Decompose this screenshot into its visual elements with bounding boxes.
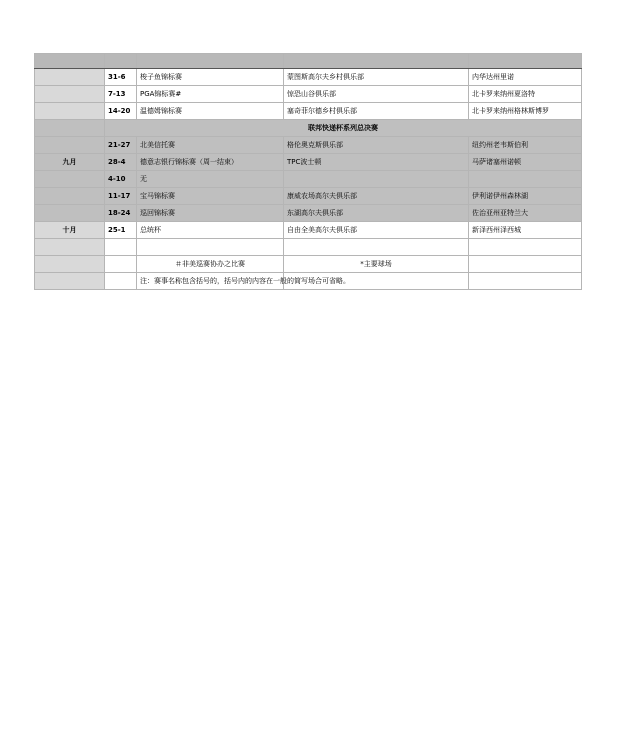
table-row	[35, 171, 582, 188]
date-cell: 18-24	[105, 205, 137, 222]
event-cell: 宝马锦标赛	[137, 188, 284, 205]
event-cell: 总统杯	[137, 222, 284, 239]
table-row	[35, 188, 582, 205]
table-row	[35, 222, 582, 239]
location-cell: 北卡罗来纳州格林斯博罗	[469, 103, 582, 120]
month-cell	[35, 69, 105, 86]
header-cell	[469, 54, 582, 69]
month-cell: 十月	[35, 222, 105, 239]
schedule-table	[34, 53, 582, 290]
date-cell: 28-4	[105, 154, 137, 171]
empty-cell	[137, 239, 284, 256]
empty-row	[35, 239, 582, 256]
month-cell: 九月	[35, 154, 105, 171]
venue-cell: 康威农场高尔夫俱乐部	[284, 188, 469, 205]
location-cell: 新泽西州泽西城	[469, 222, 582, 239]
date-cell: 4-10	[105, 171, 137, 188]
empty-cell	[469, 273, 582, 290]
location-cell: 伊利诺伊州森林湖	[469, 188, 582, 205]
empty-cell	[105, 256, 137, 273]
month-cell	[35, 205, 105, 222]
footnote: 注：赛事名称包含括号的，括号内的内容在一般的简写场合可省略。	[137, 273, 284, 290]
series-banner: 联邦快递杯系列总决赛	[105, 120, 582, 137]
empty-cell	[105, 273, 137, 290]
location-cell: 纽约州老韦斯伯利	[469, 137, 582, 154]
header-cell	[137, 54, 284, 69]
location-cell: 内华达州里诺	[469, 69, 582, 86]
empty-cell	[469, 256, 582, 273]
event-cell: 温德姆锦标赛	[137, 103, 284, 120]
empty-cell	[284, 239, 469, 256]
month-cell	[35, 120, 105, 137]
note-row	[35, 273, 582, 290]
location-cell: 佐治亚州亚特兰大	[469, 205, 582, 222]
venue-cell: 惊恐山谷俱乐部	[284, 86, 469, 103]
month-cell	[35, 239, 105, 256]
event-cell: 巡回锦标赛	[137, 205, 284, 222]
venue-cell: 自由全美高尔夫俱乐部	[284, 222, 469, 239]
event-cell: PGA锦标赛#	[137, 86, 284, 103]
date-cell: 11-17	[105, 188, 137, 205]
venue-cell: 东湖高尔夫俱乐部	[284, 205, 469, 222]
table-row	[35, 69, 582, 86]
legend-main-course: *主要球场	[284, 256, 469, 273]
date-cell: 31-6	[105, 69, 137, 86]
legend-row	[35, 256, 582, 273]
legend-non-us: ＃非美巡赛协办之比赛	[137, 256, 284, 273]
header-cell	[105, 54, 137, 69]
table-row	[35, 86, 582, 103]
date-cell: 21-27	[105, 137, 137, 154]
empty-cell	[469, 239, 582, 256]
event-cell: 梭子鱼锦标赛	[137, 69, 284, 86]
banner-row	[35, 120, 582, 137]
month-cell	[35, 273, 105, 290]
table-row	[35, 205, 582, 222]
date-cell: 7-13	[105, 86, 137, 103]
venue-cell: TPC波士顿	[284, 154, 469, 171]
venue-cell: 塞奇菲尔德乡村俱乐部	[284, 103, 469, 120]
date-cell: 25-1	[105, 222, 137, 239]
month-cell	[35, 188, 105, 205]
location-cell: 北卡罗来纳州夏洛特	[469, 86, 582, 103]
date-cell: 14-20	[105, 103, 137, 120]
location-cell	[469, 171, 582, 188]
month-cell	[35, 137, 105, 154]
month-cell	[35, 171, 105, 188]
event-cell: 无	[137, 171, 284, 188]
empty-cell	[105, 239, 137, 256]
venue-cell: 蒙图斯高尔夫乡村俱乐部	[284, 69, 469, 86]
table-row	[35, 154, 582, 171]
header-row	[35, 54, 582, 69]
header-cell	[284, 54, 469, 69]
event-cell: 北美信托赛	[137, 137, 284, 154]
table-row	[35, 137, 582, 154]
event-cell: 德意志银行锦标赛（周一结束）	[137, 154, 284, 171]
month-cell	[35, 103, 105, 120]
header-cell	[35, 54, 105, 69]
venue-cell	[284, 171, 469, 188]
table-row	[35, 103, 582, 120]
venue-cell: 格伦奥克斯俱乐部	[284, 137, 469, 154]
month-cell	[35, 86, 105, 103]
month-cell	[35, 256, 105, 273]
location-cell: 马萨诸塞州诺顿	[469, 154, 582, 171]
